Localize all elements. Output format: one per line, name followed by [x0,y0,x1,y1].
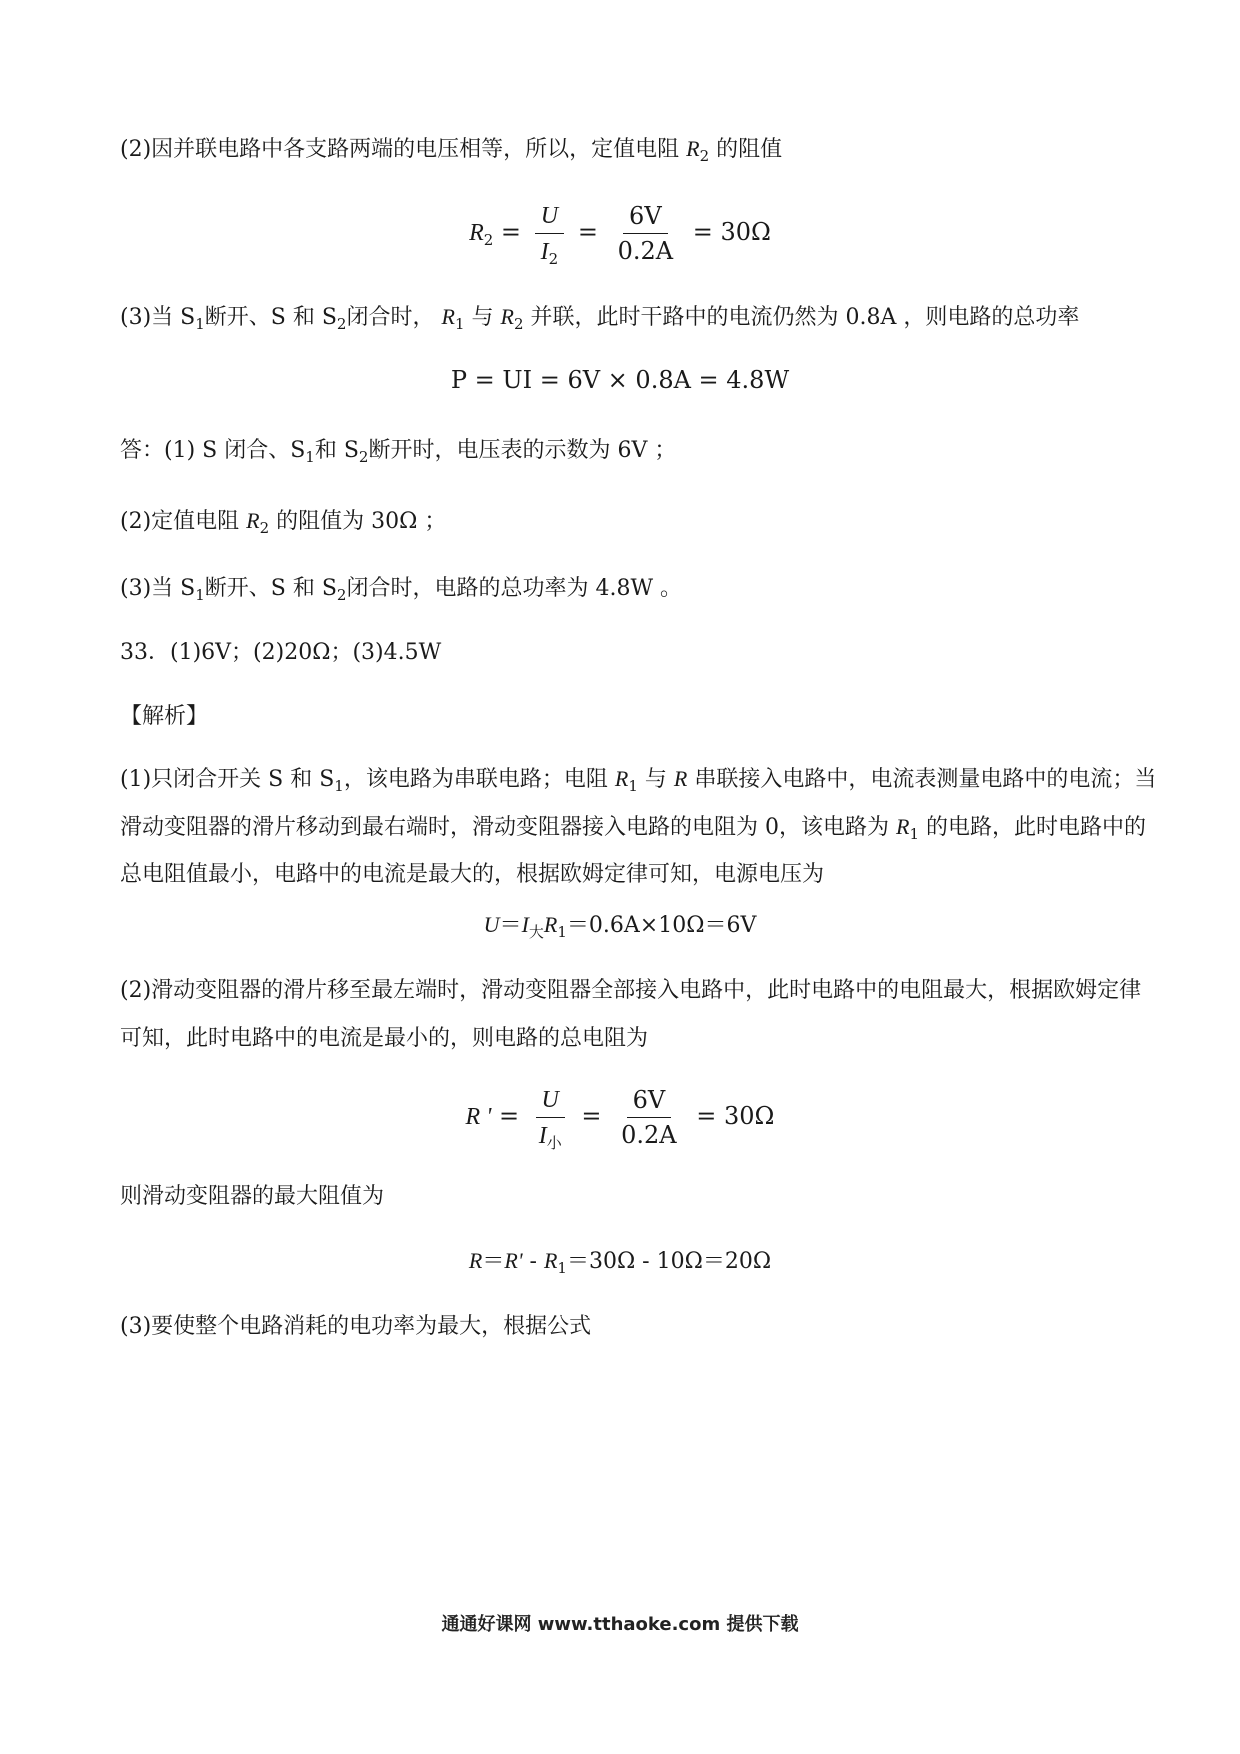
fraction-u-over-i2: $\frac{U}{I_2}$ [535,198,565,269]
answer-1: 答：(1) S 闭合、$S_1$和 $S_2$断开时，电压表的示数为 6V ； [120,438,677,466]
equation-total-resistance: R ' = $\frac{U}{I_小}$ = $\frac{6V}{0.2A}$ = 30Ω [0,1082,1240,1153]
equation-supply-voltage: $U=I_大R_1=0.6A\times 10\Omega=6V$ [483,912,757,941]
equation-max-resistance: $R=R' - R_1=30\Omega - 10\Omega=20\Omega$ [468,1248,772,1277]
analysis-part3-line1: (3)要使整个电路消耗的电功率为最大，根据公式 [120,1314,592,1339]
fraction-6v-over-02a: $\frac{6V}{0.2A}$ [612,199,680,268]
answer-3: (3)当 $S_1$断开、S 和 $S_2$闭合时，电路的总功率为 4.8W 。 [120,576,683,604]
equation-power: P = UI = 6V × 0.8A = 4.8W [450,366,790,394]
question-33-answers: 33．(1)6V；(2)20Ω；(3)4.5W [120,640,442,665]
fraction-u-over-imin: $\frac{U}{I_小}$ [533,1082,568,1153]
line-2-intro: (2)因并联电路中各支路两端的电压相等，所以，定值电阻 $R_2$ 的阻值 [120,136,783,165]
analysis-part2-line1: (2)滑动变阻器的滑片移至最左端时，滑动变阻器全部接入电路中，此时电路中的电阻最大，根据欧姆定律 [120,978,1142,1003]
analysis-part2-line2: 可知，此时电路中的电流是最小的，则电路的总电阻为 [120,1026,649,1051]
analysis-heading: 【解析】 [120,704,209,729]
equation-r2: $R_2$ = $\frac{U}{I_2}$ = $\frac{6V}{0.2A}$ = 30Ω [0,198,1240,269]
analysis-part1-line1: (1)只闭合开关 S 和 $S_1$，该电路为串联电路；电阻 $R_1$ 与 R 串联接入电路中，电流表测量电路中的电流；当 [120,766,1157,795]
fraction-6v-over-02a-2: $\frac{6V}{0.2A}$ [615,1083,683,1152]
analysis-part1-line3: 总电阻值最小，电路中的电流是最大的，根据欧姆定律可知，电源电压为 [120,862,825,887]
line-3-power-intro: (3)当 $S_1$断开、S 和 $S_2$闭合时， $R_1$ 与 $R_2$ 并联，此时干路中的电流仍然为 0.8A ，则电路的总功率 [120,304,1080,333]
page-footer: 通通好课网 www.tthaoke.com 提供下载 [441,1614,799,1635]
analysis-part1-line2: 滑动变阻器的滑片移动到最右端时，滑动变阻器接入电路的电阻为 0，该电路为 $R_1$ 的电路，此时电路中的 [120,814,1147,843]
analysis-part2-line3: 则滑动变阻器的最大阻值为 [120,1184,385,1209]
answer-2: (2)定值电阻 $R_2$ 的阻值为 30Ω ； [120,508,447,537]
